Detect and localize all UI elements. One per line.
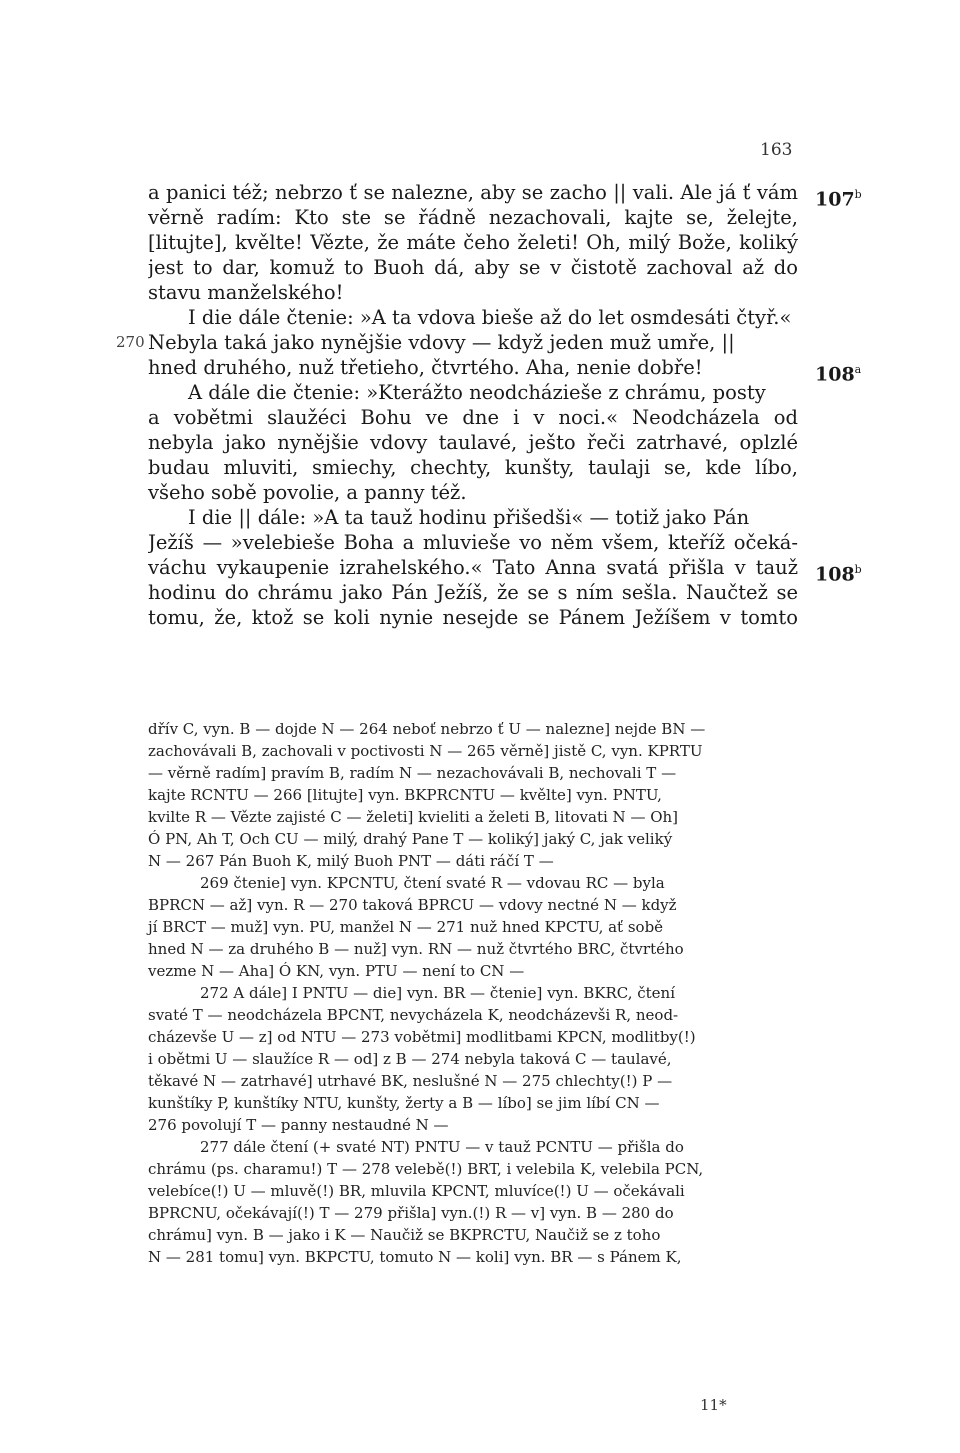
note-line: chrámu] vyn. B — jako i K — Naučiž se BKPRCTU, Naučiž se z toho — [148, 1226, 661, 1244]
note-line: svaté T — neodcházela BPCNT, nevycházela K, neodcházevši R, neod- — [148, 1006, 679, 1024]
note-line: N — 281 tomu] vyn. BKPCTU, tomuto N — koli] vyn. BR — s Pánem K, — [148, 1248, 682, 1266]
apparatus-notes — [148, 718, 798, 1268]
note-line: kunštíky P, kunštíky NTU, kunšty, žerty a B — líbo] se jim líbí CN — — [148, 1094, 660, 1112]
main-line: a panici též; nebrzo ť se nalezne, aby se zacho || vali. Ale já ť vám — [148, 181, 798, 204]
note-line: cházevše U — z] od NTU — 273 vobětmi] modlitbami KPCN, modlitby(!) — [148, 1028, 696, 1046]
note-line: jí BRCT — muž] vyn. PU, manžel N — 271 nuž hned KPCTU, ať sobě — [148, 918, 664, 936]
main-line: I die || dále: »A ta tauž hodinu přišedši« — totiž jako Pán — [188, 506, 750, 529]
note-line: 272 A dále] I PNTU — die] vyn. BR — čtenie] vyn. BKRC, čtení — [200, 984, 675, 1002]
margin-ref-107b: 107$^b$ — [815, 188, 862, 211]
main-line: nebyla jako nynějšie vdovy taulavé, ješto řeči zatrhavé, oplzlé — [148, 431, 798, 454]
margin-ref-108b: 108$^b$ — [815, 563, 862, 586]
note-line: zachovávali B, zachovali v poctivosti N — 265 věrně] jistě C, vyn. KPRTU — [148, 742, 703, 760]
main-line: [litujte], kvělte! Vězte, že máte čeho želeti! Oh, milý Bože, koliký — [148, 231, 798, 254]
note-line: vezme N — Aha] Ó KN, vyn. PTU — není to CN — — [148, 962, 525, 980]
main-line: váchu vykaupenie izrahelského.« Tato Anna svatá přišla v tauž — [148, 556, 798, 579]
main-line: hodinu do chrámu jako Pán Ježíš, že se s ním sešla. Naučtež se — [148, 581, 798, 604]
note-line: i obětmi U — slaužíce R — od] z B — 274 nebyla taková C — taulavé, — [148, 1050, 672, 1068]
note-line: dřív C, vyn. B — dojde N — 264 neboť nebrzo ť U — nalezne] nejde BN — — [148, 720, 706, 738]
note-line: kvilte R — Vězte zajisté C — želeti] kvieliti a želeti B, litovati N — Oh] — [148, 808, 679, 826]
main-line: hned druhého, nuž třetieho, čtvrtého. Aha, nenie dobře! — [148, 356, 703, 379]
line-number: 270 — [116, 333, 145, 351]
main-line: I die dále čtenie: »A ta vdova bieše až do let osmdesáti čtyř.« — [188, 306, 792, 329]
note-line: velebíce(!) U — mluvě(!) BR, mluvila KPCNT, mluvíce(!) U — očekávali — [148, 1182, 685, 1200]
note-line: těkavé N — zatrhavé] utrhavé BK, neslušné N — 275 chlechty(!) P — — [148, 1072, 673, 1090]
main-line: A dále die čtenie: »Kterážto neodcházieše z chrámu, posty — [188, 381, 766, 404]
page-number: 163 — [760, 140, 793, 160]
note-line: kajte RCNTU — 266 [litujte] vyn. BKPRCNTU — kvělte] vyn. PNTU, — [148, 786, 662, 804]
note-line: BPRCN — až] vyn. R — 270 taková BPRCU — vdovy nectné N — když — [148, 896, 677, 914]
signature-mark: 11* — [700, 1396, 727, 1414]
main-line: Ježíš — »velebieše Boha a mluvieše vo něm všem, kteříž očeká- — [148, 531, 798, 554]
main-line: všeho sobě povolie, a panny též. — [148, 481, 467, 504]
note-line: 276 povolují T — panny nestaudné N — — [148, 1116, 449, 1134]
main-line: budau mluviti, smiechy, chechty, kunšty, taulaji se, kde líbo, — [148, 456, 798, 479]
note-line: 277 dále čtení (+ svaté NT) PNTU — v tauž PCNTU — přišla do — [200, 1138, 684, 1156]
main-line: tomu, že, ktož se koli nynie nesejde se Pánem Ježíšem v tomto — [148, 606, 798, 629]
note-line: N — 267 Pán Buoh K, milý Buoh PNT — dáti ráčí T — — [148, 852, 554, 870]
main-line: věrně radím: Kto ste se řádně nezachovali, kajte se, želejte, — [148, 206, 798, 229]
note-line: Ó PN, Ah T, Och CU — milý, drahý Pane T — koliký] jaký C, jak veliký — [148, 830, 673, 848]
note-line: hned N — za druhého B — nuž] vyn. RN — nuž čtvrtého BRC, čtvrtého — [148, 940, 684, 958]
margin-ref-108a: 108$^a$ — [815, 363, 862, 386]
note-line: BPRCNU, očekávají(!) T — 279 přišla] vyn.(!) R — v] vyn. B — 280 do — [148, 1204, 674, 1222]
note-line: — věrně radím] pravím B, radím N — nezachovávali B, nechovali T — — [148, 764, 677, 782]
main-line: 270 Nebyla taká jako nynějšie vdovy — když jeden muž umře, || — [116, 331, 735, 354]
main-line: stavu manželského! — [148, 281, 344, 304]
note-line: 269 čtenie] vyn. KPCNTU, čtení svaté R — vdovau RC — byla — [200, 874, 665, 892]
main-text — [116, 180, 798, 630]
note-line: chrámu (ps. charamu!) T — 278 velebě(!) BRT, i velebila K, velebila PCN, — [148, 1160, 704, 1178]
main-line: a vobětmi slaužéci Bohu ve dne i v noci.« Neodcházela od — [148, 406, 798, 429]
main-line: jest to dar, komuž to Buoh dá, aby se v čistotě zachoval až do — [148, 256, 798, 279]
